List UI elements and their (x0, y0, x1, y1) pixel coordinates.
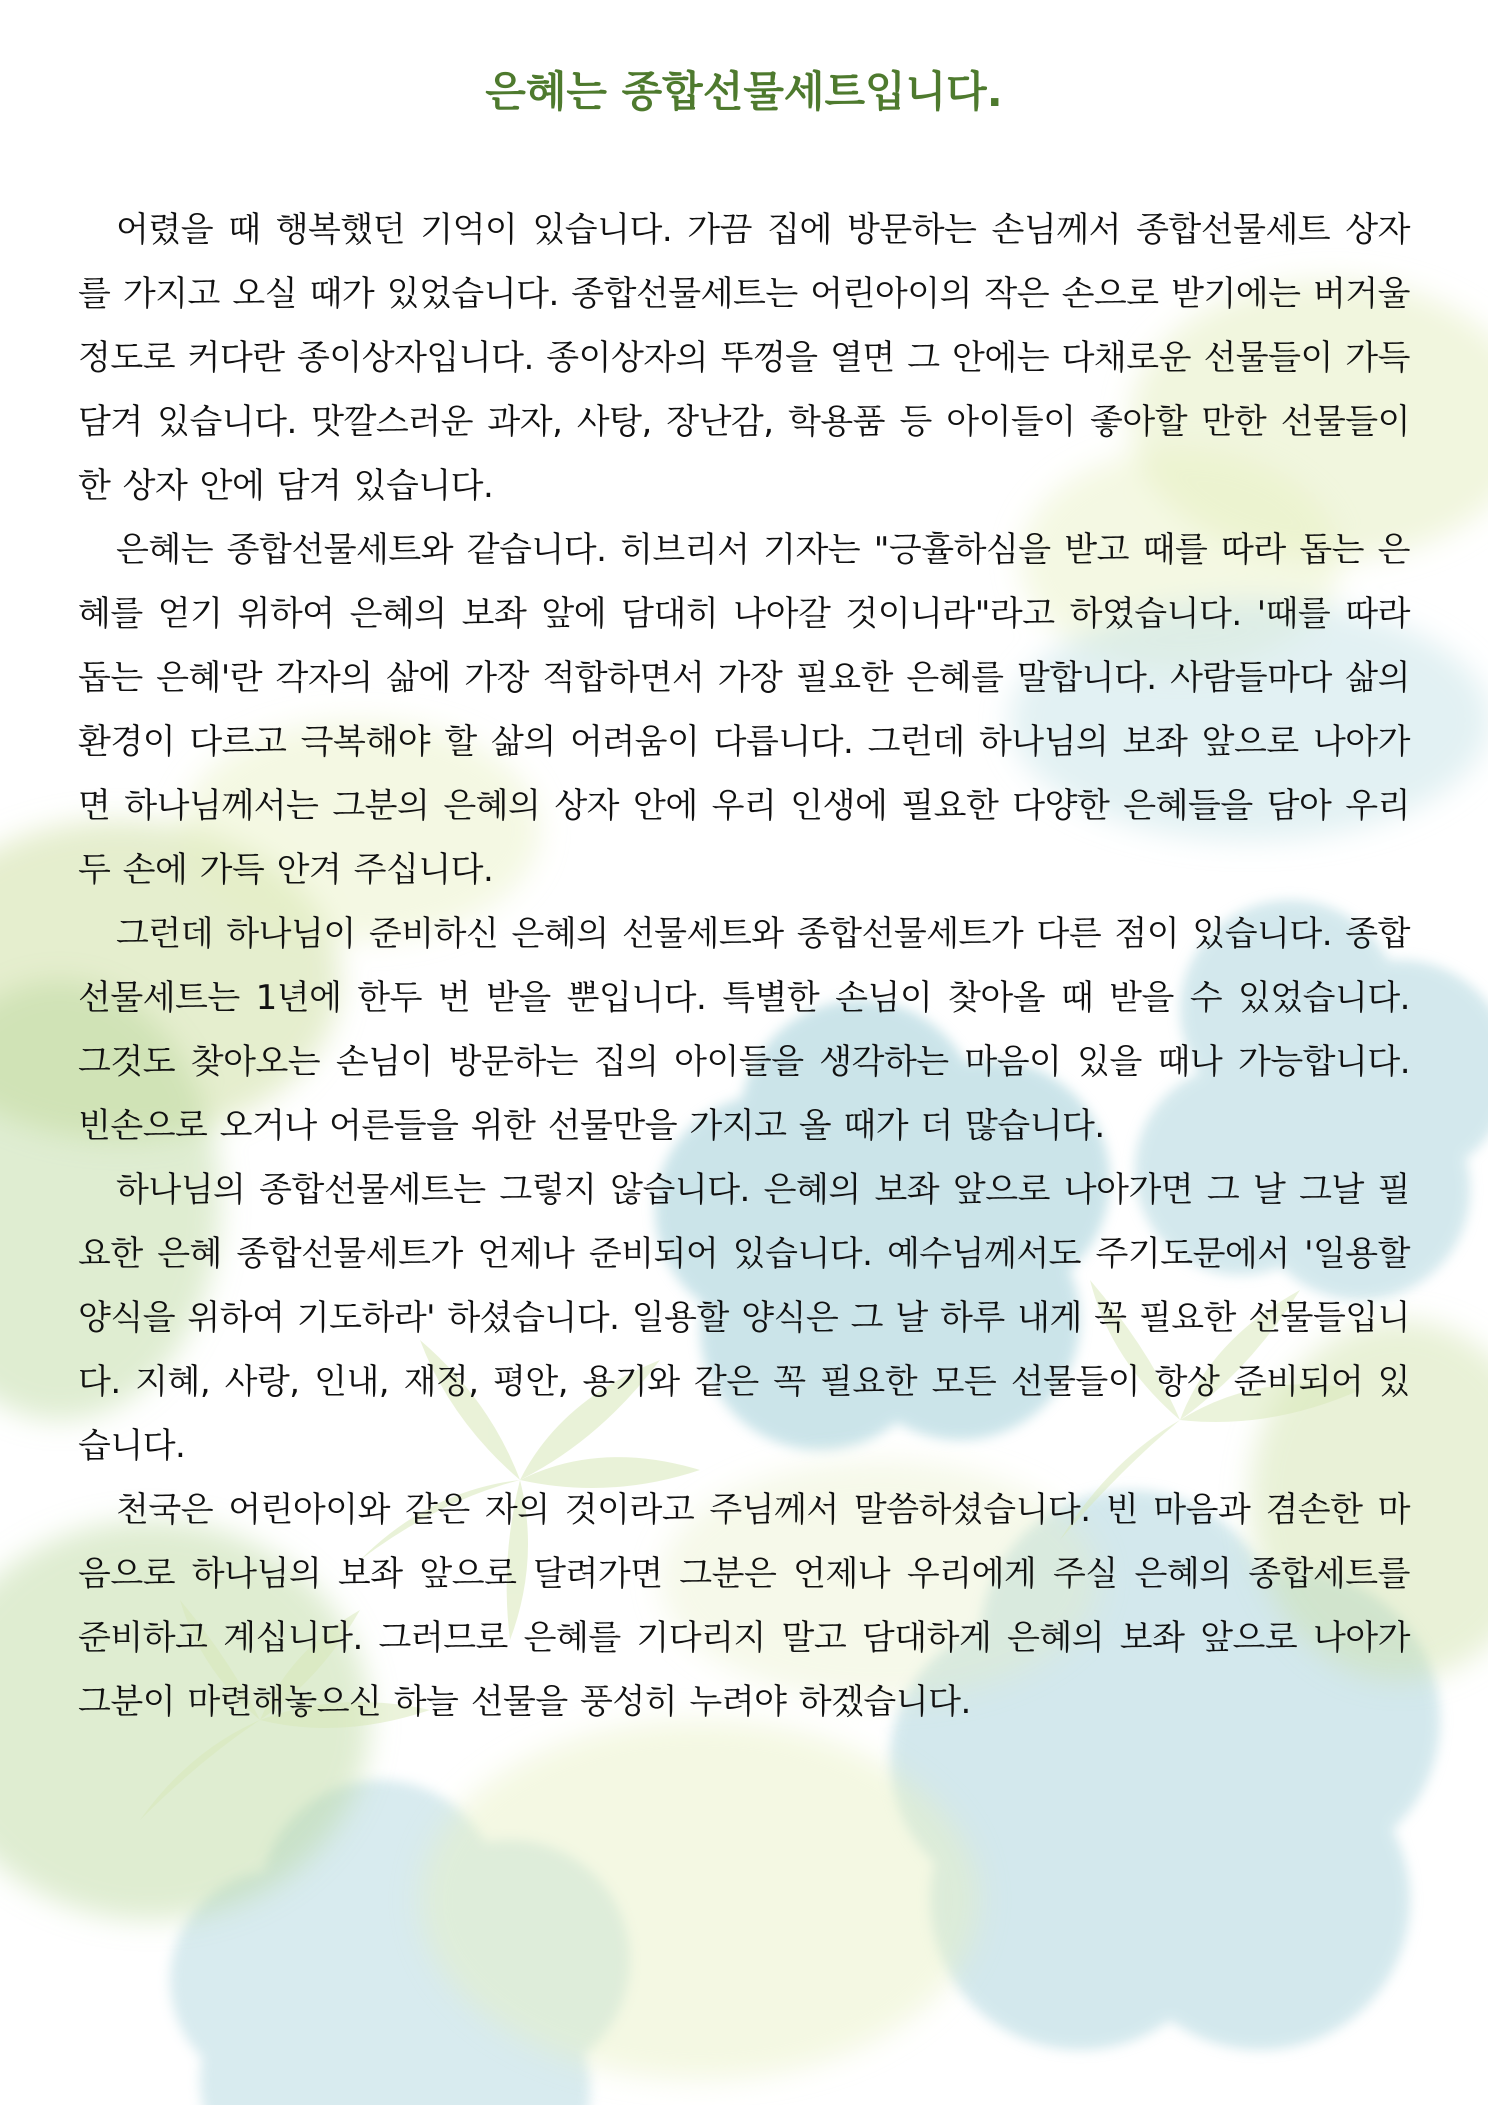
paragraph-5: 천국은 어린아이와 같은 자의 것이라고 주님께서 말씀하셨습니다. 빈 마음과 겸손한 마음으로 하나님의 보좌 앞으로 달려가면 그분은 언제나 우리에게 주실 은혜의 종합세트를 준비하고 계십니다. 그러므로 은혜를 기다리지 말고 담대하게 은혜의 보좌 앞으로 나아가 그분이 마련해놓으신 하늘 선물을 풍성히 누려야 하겠습니다. (78, 1490, 1410, 1722)
paragraph-2: 은혜는 종합선물세트와 같습니다. 히브리서 기자는 "긍휼하심을 받고 때를 따라 돕는 은혜를 얻기 위하여 은혜의 보좌 앞에 담대히 나아갈 것이니라"라고 하였습니다. '때를 따라 돕는 은혜'란 각자의 삶에 가장 적합하면서 가장 필요한 은혜를 말합니다. 사람들마다 삶의 환경이 다르고 극복해야 할 삶의 어려움이 다릅니다. 그런데 하나님의 보좌 앞으로 나아가면 하나님께서는 그분의 은혜의 상자 안에 우리 인생에 필요한 다양한 은혜들을 담아 우리 두 손에 가득 안겨 주십니다. (78, 530, 1410, 890)
paragraph-3: 그런데 하나님이 준비하신 은혜의 선물세트와 종합선물세트가 다른 점이 있습니다. 종합선물세트는 1년에 한두 번 받을 뿐입니다. 특별한 손님이 찾아올 때 받을 수 있었습니다. 그것도 찾아오는 손님이 방문하는 집의 아이들을 생각하는 마음이 있을 때나 가능합니다. 빈손으로 오거나 어른들을 위한 선물만을 가지고 올 때가 더 많습니다. (78, 914, 1410, 1146)
page-title: 은혜는 종합선물세트입니다. (485, 67, 1003, 116)
body-text (78, 198, 1410, 1734)
paragraph-4: 하나님의 종합선물세트는 그렇지 않습니다. 은혜의 보좌 앞으로 나아가면 그 날 그날 필요한 은혜 종합선물세트가 언제나 준비되어 있습니다. 예수님께서도 주기도문에서 '일용할 양식을 위하여 기도하라' 하셨습니다. 일용할 양식은 그 날 하루 내게 꼭 필요한 선물들입니다. 지혜, 사랑, 인내, 재정, 평안, 용기와 같은 꼭 필요한 모든 선물들이 항상 준비되어 있습니다. (78, 1170, 1410, 1466)
paragraph-1: 어렸을 때 행복했던 기억이 있습니다. 가끔 집에 방문하는 손님께서 종합선물세트 상자를 가지고 오실 때가 있었습니다. 종합선물세트는 어린아이의 작은 손으로 받기에는 버거울 정도로 커다란 종이상자입니다. 종이상자의 뚜껑을 열면 그 안에는 다채로운 선물들이 가득 담겨 있습니다. 맛깔스러운 과자, 사탕, 장난감, 학용품 등 아이들이 좋아할 만한 선물들이 한 상자 안에 담겨 있습니다. (78, 210, 1410, 506)
